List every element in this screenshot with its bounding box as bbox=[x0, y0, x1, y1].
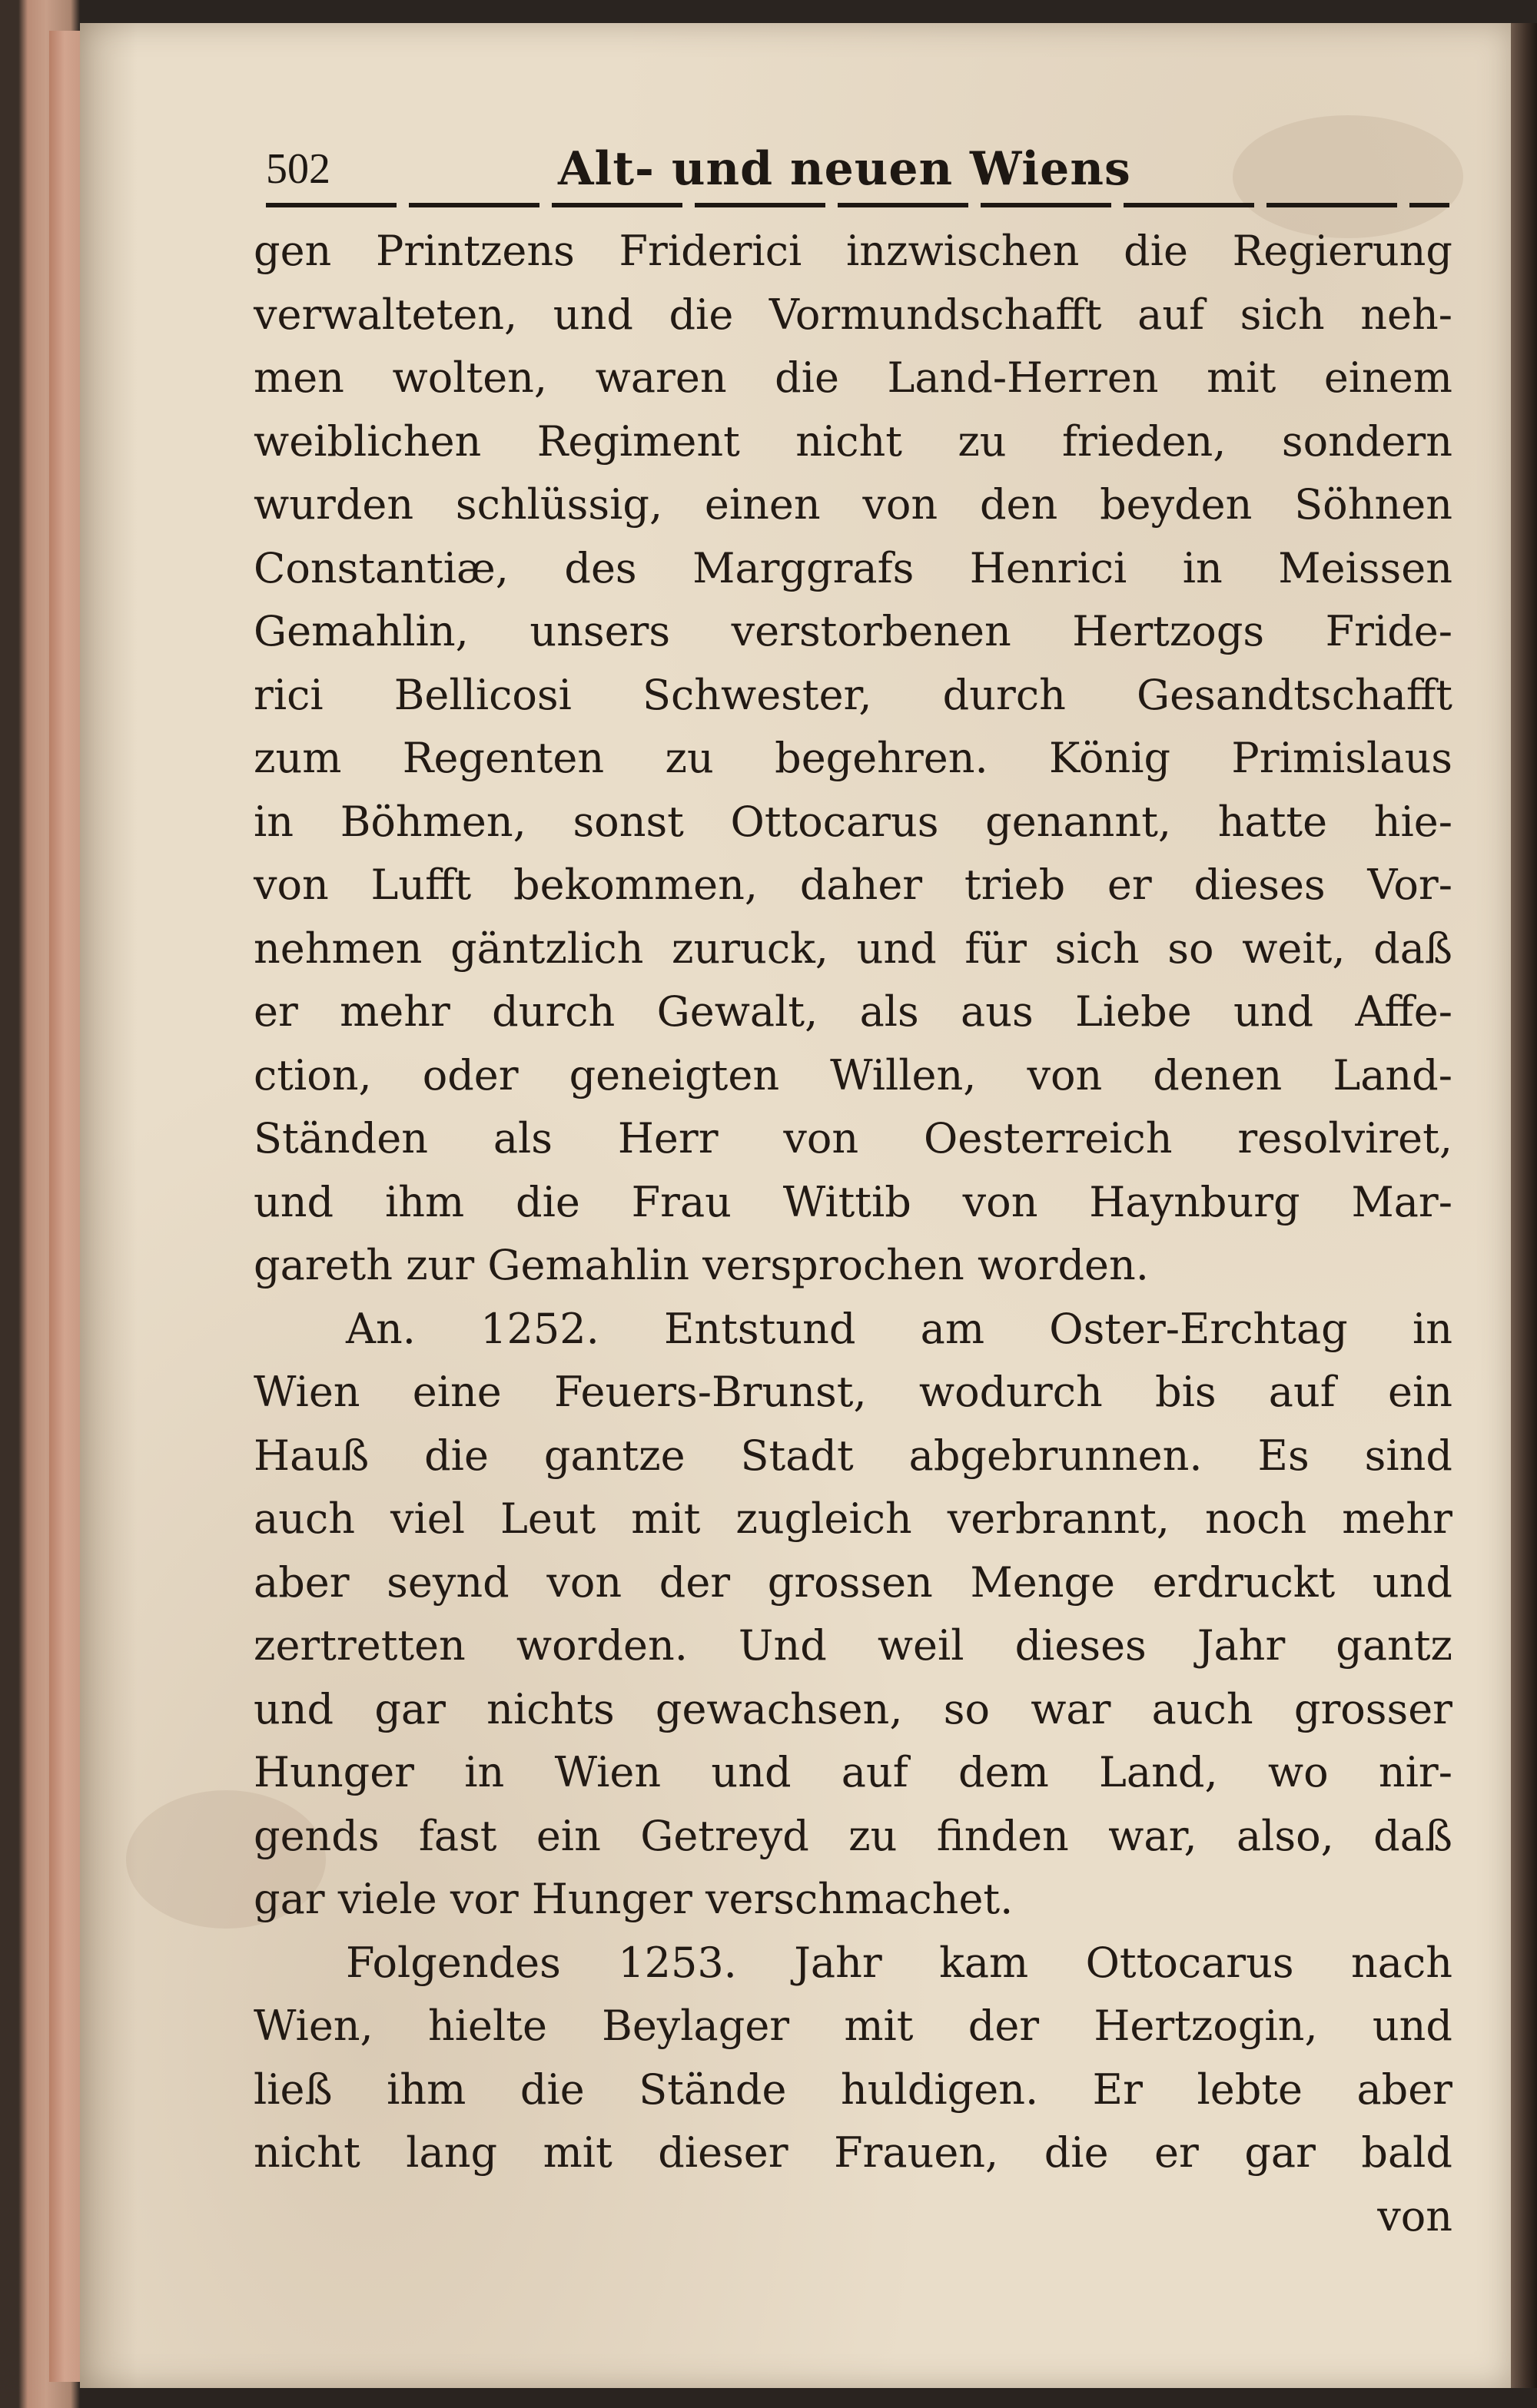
catchword: von bbox=[1377, 2191, 1452, 2241]
text-line: gareth zur Gemahlin versprochen worden. bbox=[254, 1241, 1149, 1289]
book-spine-edge bbox=[49, 31, 80, 2382]
text-line: auch viel Leut mit zugleich verbrannt, noch mehr bbox=[254, 1494, 1452, 1543]
text-line: in Böhmen, sonst Ottocarus genannt, hatte hie- bbox=[254, 797, 1452, 846]
text-line: Hauß die gantze Stadt abgebrunnen. Es sind bbox=[254, 1431, 1452, 1480]
text-line: Wien eine Feuers-Brunst, wodurch bis auf ein bbox=[254, 1368, 1452, 1416]
running-title: Alt- und neuen Wiens bbox=[558, 142, 1131, 196]
text-line: nehmen gäntzlich zuruck, und für sich so weit, daß bbox=[254, 924, 1452, 973]
text-line: und gar nichts gewachsen, so war auch grosser bbox=[254, 1684, 1452, 1733]
text-line: und ihm die Frau Wittib von Haynburg Mar- bbox=[254, 1177, 1452, 1226]
text-line: gen Printzens Friderici inzwischen die Regierung bbox=[254, 227, 1452, 275]
body-text bbox=[254, 220, 1452, 2248]
text-line: gends fast ein Getreyd zu finden war, also, daß bbox=[254, 1811, 1452, 1860]
text-line: verwalteten, und die Vormundschafft auf sich neh- bbox=[254, 290, 1452, 339]
text-line: An. 1252. Entstund am Oster-Erchtag in bbox=[346, 1304, 1452, 1353]
text-line: ließ ihm die Stände huldigen. Er lebte aber bbox=[254, 2065, 1452, 2114]
text-line: zum Regenten zu begehren. König Primislaus bbox=[254, 734, 1452, 782]
page-number: 502 bbox=[266, 145, 330, 193]
text-line: Constantiæ, des Marggrafs Henrici in Meissen bbox=[254, 543, 1452, 592]
text-line: weiblichen Regiment nicht zu frieden, sondern bbox=[254, 416, 1452, 466]
text-line: Gemahlin, unsers verstorbenen Hertzogs Fride- bbox=[254, 607, 1452, 655]
text-line: rici Bellicosi Schwester, durch Gesandtschafft bbox=[254, 670, 1452, 719]
text-line: er mehr durch Gewalt, als aus Liebe und Affe- bbox=[254, 987, 1452, 1036]
text-line: Hunger in Wien und auf dem Land, wo nir- bbox=[254, 1748, 1452, 1796]
text-line: Ständen als Herr von Oesterreich resolviret, bbox=[254, 1114, 1452, 1163]
text-line: men wolten, waren die Land-Herren mit einem bbox=[254, 353, 1452, 402]
text-line: aber seynd von der grossen Menge erdruckt und bbox=[254, 1557, 1452, 1607]
text-line: Wien, hielte Beylager mit der Hertzogin, und bbox=[254, 2002, 1452, 2050]
text-line: ction, oder geneigten Willen, von denen Land- bbox=[254, 1050, 1452, 1100]
text-line: nicht lang mit dieser Frauen, die er gar bald bbox=[254, 2128, 1452, 2177]
text-line: zertretten worden. Und weil dieses Jahr gantz bbox=[254, 1621, 1452, 1670]
page-edge-shadow bbox=[1511, 23, 1537, 2388]
page-header bbox=[266, 138, 1449, 200]
text-line: wurden schlüssig, einen von den beyden Söhnen bbox=[254, 480, 1452, 529]
text-line: Folgendes 1253. Jahr kam Ottocarus nach bbox=[346, 1938, 1452, 1987]
text-line: von Lufft bekommen, daher trieb er dieses Vor- bbox=[254, 861, 1452, 909]
text-line: gar viele vor Hunger verschmachet. bbox=[254, 1875, 1014, 1923]
header-rule bbox=[266, 203, 1449, 207]
